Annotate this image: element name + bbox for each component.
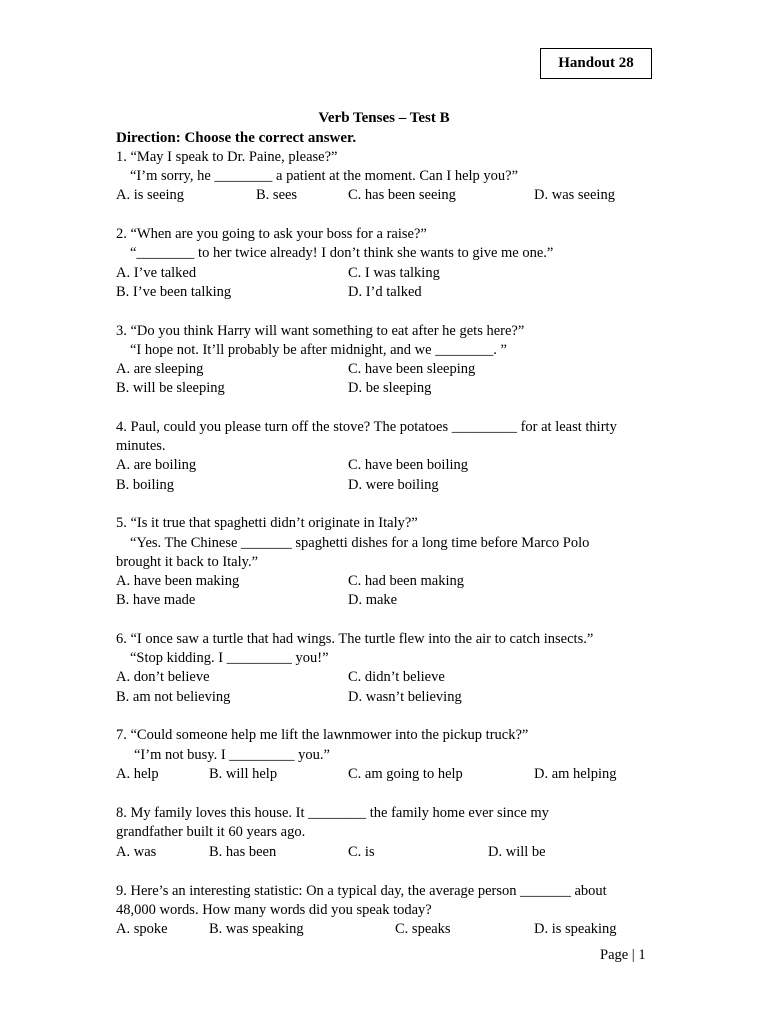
- test-title: Verb Tenses – Test B: [318, 110, 450, 126]
- q1-option-b[interactable]: B. sees: [256, 187, 298, 203]
- question-1-prompt: 1. “May I speak to Dr. Paine, please?”: [116, 149, 338, 165]
- question-3-reply: “I hope not. It’ll probably be after midnight, and we ________. ”: [130, 342, 507, 358]
- question-6-prompt: 6. “I once saw a turtle that had wings. The turtle flew into the air to catch insects.”: [116, 631, 594, 647]
- q1-option-c[interactable]: C. has been seeing: [348, 187, 456, 203]
- question-1-reply: “I’m sorry, he ________ a patient at the moment. Can I help you?”: [130, 168, 519, 184]
- direction: Direction: Choose the correct answer.: [116, 130, 357, 146]
- q6-option-c[interactable]: C. didn’t believe: [348, 669, 445, 685]
- q6-option-a[interactable]: A. don’t believe: [116, 669, 210, 685]
- q3-option-a[interactable]: A. are sleeping: [116, 361, 204, 377]
- q7-option-b[interactable]: B. will help: [209, 766, 278, 782]
- question-8-prompt: 8. My family loves this house. It ________ the family home ever since my: [116, 805, 549, 821]
- q4-option-c[interactable]: C. have been boiling: [348, 457, 469, 473]
- q4-option-d[interactable]: D. were boiling: [348, 477, 439, 493]
- q3-option-c[interactable]: C. have been sleeping: [348, 361, 476, 377]
- q7-option-d[interactable]: D. am helping: [534, 766, 617, 782]
- q5-option-c[interactable]: C. had been making: [348, 573, 464, 589]
- q4-option-b[interactable]: B. boiling: [116, 477, 175, 493]
- q9-option-a[interactable]: A. spoke: [116, 921, 168, 937]
- question-8-prompt-cont: grandfather built it 60 years ago.: [116, 824, 306, 840]
- q1-option-a[interactable]: A. is seeing: [116, 187, 185, 203]
- question-2-reply: “________ to her twice already! I don’t think she wants to give me one.”: [130, 245, 554, 261]
- q9-option-b[interactable]: B. was speaking: [209, 921, 304, 937]
- q8-option-c[interactable]: C. is: [348, 844, 375, 860]
- q1-option-d[interactable]: D. was seeing: [534, 187, 615, 203]
- handout-label: Handout 28: [540, 48, 652, 79]
- q5-option-d[interactable]: D. make: [348, 592, 398, 608]
- q6-option-b[interactable]: B. am not believing: [116, 689, 231, 705]
- q4-option-a[interactable]: A. are boiling: [116, 457, 197, 473]
- q5-option-a[interactable]: A. have been making: [116, 573, 240, 589]
- q3-option-b[interactable]: B. will be sleeping: [116, 380, 225, 396]
- q8-option-b[interactable]: B. has been: [209, 844, 277, 860]
- q8-option-d[interactable]: D. will be: [488, 844, 546, 860]
- question-4-prompt: 4. Paul, could you please turn off the stove? The potatoes _________ for at least thirty: [116, 419, 617, 435]
- q8-option-a[interactable]: A. was: [116, 844, 157, 860]
- q2-option-b[interactable]: B. I’ve been talking: [116, 284, 232, 300]
- q7-option-a[interactable]: A. help: [116, 766, 159, 782]
- question-3-prompt: 3. “Do you think Harry will want something to eat after he gets here?”: [116, 323, 525, 339]
- question-5-reply-cont: brought it back to Italy.”: [116, 554, 259, 570]
- question-5-reply: “Yes. The Chinese _______ spaghetti dishes for a long time before Marco Polo: [130, 535, 590, 551]
- question-4-prompt-cont: minutes.: [116, 438, 166, 454]
- question-9-prompt-cont: 48,000 words. How many words did you speak today?: [116, 902, 432, 918]
- q3-option-d[interactable]: D. be sleeping: [348, 380, 432, 396]
- question-9-prompt: 9. Here’s an interesting statistic: On a typical day, the average person _______ about: [116, 883, 607, 899]
- q2-option-a[interactable]: A. I’ve talked: [116, 265, 197, 281]
- q2-option-c[interactable]: C. I was talking: [348, 265, 440, 281]
- question-7-reply: “I’m not busy. I _________ you.”: [134, 747, 330, 763]
- page-number: Page | 1: [600, 947, 646, 963]
- q7-option-c[interactable]: C. am going to help: [348, 766, 463, 782]
- question-7-prompt: 7. “Could someone help me lift the lawnmower into the pickup truck?”: [116, 727, 529, 743]
- q9-option-c[interactable]: C. speaks: [395, 921, 451, 937]
- question-2-prompt: 2. “When are you going to ask your boss for a raise?”: [116, 226, 427, 242]
- q5-option-b[interactable]: B. have made: [116, 592, 196, 608]
- q2-option-d[interactable]: D. I’d talked: [348, 284, 422, 300]
- question-5-prompt: 5. “Is it true that spaghetti didn’t originate in Italy?”: [116, 515, 418, 531]
- q6-option-d[interactable]: D. wasn’t believing: [348, 689, 462, 705]
- question-6-reply: “Stop kidding. I _________ you!”: [130, 650, 329, 666]
- q9-option-d[interactable]: D. is speaking: [534, 921, 617, 937]
